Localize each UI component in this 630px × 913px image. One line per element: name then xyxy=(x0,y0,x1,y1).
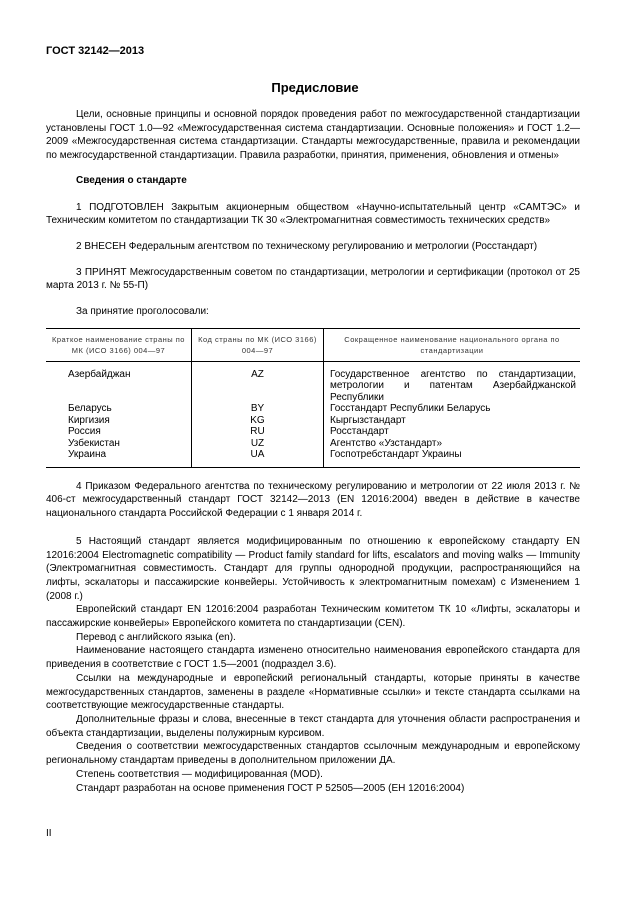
document-body xyxy=(46,108,580,795)
country-cell: Россия xyxy=(46,426,192,438)
item-4-paragraph: 4 Приказом Федерального агентства по техническому регулированию и метрологии от 22 июля 2013 г. № 406-ст межгосударственный стандарт ГОСТ 32142—2013 (EN 12016:2004) введен в действие в качестве национального стандарта Российской Федерации с 1 января 2014 г. xyxy=(46,480,580,520)
item-5-basis: Стандарт разработан на основе применения ГОСТ Р 52505—2005 (ЕН 12016:2004) xyxy=(76,782,465,794)
code-cell: UZ xyxy=(192,438,324,450)
voted-caption: За принятие проголосовали: xyxy=(76,306,209,318)
country-cell: Беларусь xyxy=(46,403,192,415)
item-5-references: Ссылки на международные и европейский региональный стандарты, которые приняты в качестве межгосударственных стандартов, заменены в разделе «Нормативные ссылки» и тексте стандарта ссылками на соответствующие межгосударственные стандарты. xyxy=(46,672,580,712)
column-header-country: Краткое наименование страны по МК (ИСО 3166) 004—97 xyxy=(46,328,192,361)
table-row xyxy=(46,361,580,403)
column-header-body: Сокращенное наименование национального органа по стандартизации xyxy=(324,328,581,361)
table-row xyxy=(46,426,580,438)
item-5-title-change: Наименование настоящего стандарта изменено относительно наименования европейского стандарта для приведения в соответствие с ГОСТ 1.5—2001 (подраздел 3.6). xyxy=(46,645,580,671)
item-3-paragraph: 3 ПРИНЯТ Межгосударственным советом по стандартизации, метрологии и сертификации (протокол от 25 марта 2013 г. № 55-П) xyxy=(46,266,580,292)
item-1-paragraph: 1 ПОДГОТОВЛЕН Закрытым акционерным обществом «Научно-испытательный центр «САМТЭС» и Техническим комитетом по стандартизации ТК 30 «Электромагнитная совместимость технических средств» xyxy=(46,201,580,227)
page-title: Предисловие xyxy=(271,80,359,95)
code-cell: AZ xyxy=(192,361,324,403)
page-number: II xyxy=(46,828,52,839)
code-cell: KG xyxy=(192,415,324,427)
table-header-row xyxy=(46,328,580,361)
item-2-paragraph: 2 ВНЕСЕН Федеральным агентством по техническому регулированию и метрологии (Росстандарт) xyxy=(76,240,538,252)
item-5-european-standard: Европейский стандарт EN 12016:2004 разработан Техническим комитетом ТК 10 «Лифты, эскалаторы и пассажирские конвейеры» Европейского комитета по стандартизации (CEN). xyxy=(46,604,580,630)
table-row xyxy=(46,403,580,415)
intro-paragraph: Цели, основные принципы и основной порядок проведения работ по межгосударственной стандартизации установлены ГОСТ 1.0—92 «Межгосударственная система стандартизации. Основные положения» и ГОСТ 1.2—2009 «Межгосударственная система стандартизации. Стандарты межгосударственные, правила и рекомендации по межгосударственной стандартизации. Правила разработки, принятия, применения, обновления и отмены» xyxy=(46,109,580,162)
column-header-code: Код страны по МК (ИСО 3166) 004—97 xyxy=(192,328,324,361)
document-code-header: ГОСТ 32142—2013 xyxy=(46,45,145,57)
table-row xyxy=(46,415,580,427)
code-cell: UA xyxy=(192,449,324,467)
item-5-paragraph: 5 Настоящий стандарт является модифицированным по отношению к европейскому стандарту EN 12016:2004 Electromagnetic compatibility — Product family standard for lifts, escalators and moving walks — Immunity (Электромагнитная совместимость. Стандарт для группы однородной продукции, распространяющийся на лифты, эскалаторы и пассажирские конвейеры. Устойчивость к электромагнитным помехам) с Изменением 1 (2008 г.) xyxy=(46,535,580,602)
code-cell: BY xyxy=(192,403,324,415)
country-cell: Киргизия xyxy=(46,415,192,427)
body-cell: Агентство «Узстандарт» xyxy=(330,437,443,449)
item-5-conformity-info: Сведения о соответствии межгосударственных стандартов ссылочным международным и европейскому региональному стандартам приведены в дополнительном приложении ДА. xyxy=(46,741,580,767)
code-cell: RU xyxy=(192,426,324,438)
voting-table xyxy=(46,328,580,468)
body-cell: Госстандарт Республики Беларусь xyxy=(330,403,491,415)
body-cell: Росстандарт xyxy=(330,426,389,438)
body-cell: Госпотребстандарт Украины xyxy=(324,449,581,467)
country-cell: Украина xyxy=(46,449,192,467)
table-row xyxy=(46,438,580,450)
country-cell: Азербайджан xyxy=(46,361,192,403)
item-5-translation: Перевод с английского языка (en). xyxy=(76,631,236,643)
country-cell: Узбекистан xyxy=(46,438,192,450)
body-cell: Государственное агентство по стандартизации, метрологии и патентам Азербайджанской Республики xyxy=(330,368,576,403)
item-5-additional-words: Дополнительные фразы и слова, внесенные в текст стандарта для уточнения области распространения и объекта стандартизации, выделены полужирным курсивом. xyxy=(46,713,580,739)
body-cell: Кыргызстандарт xyxy=(330,414,406,426)
item-5-degree: Степень соответствия — модифицированная (MOD). xyxy=(76,768,323,780)
table-row xyxy=(46,449,580,467)
section-subheading: Сведения о стандарте xyxy=(76,174,187,186)
